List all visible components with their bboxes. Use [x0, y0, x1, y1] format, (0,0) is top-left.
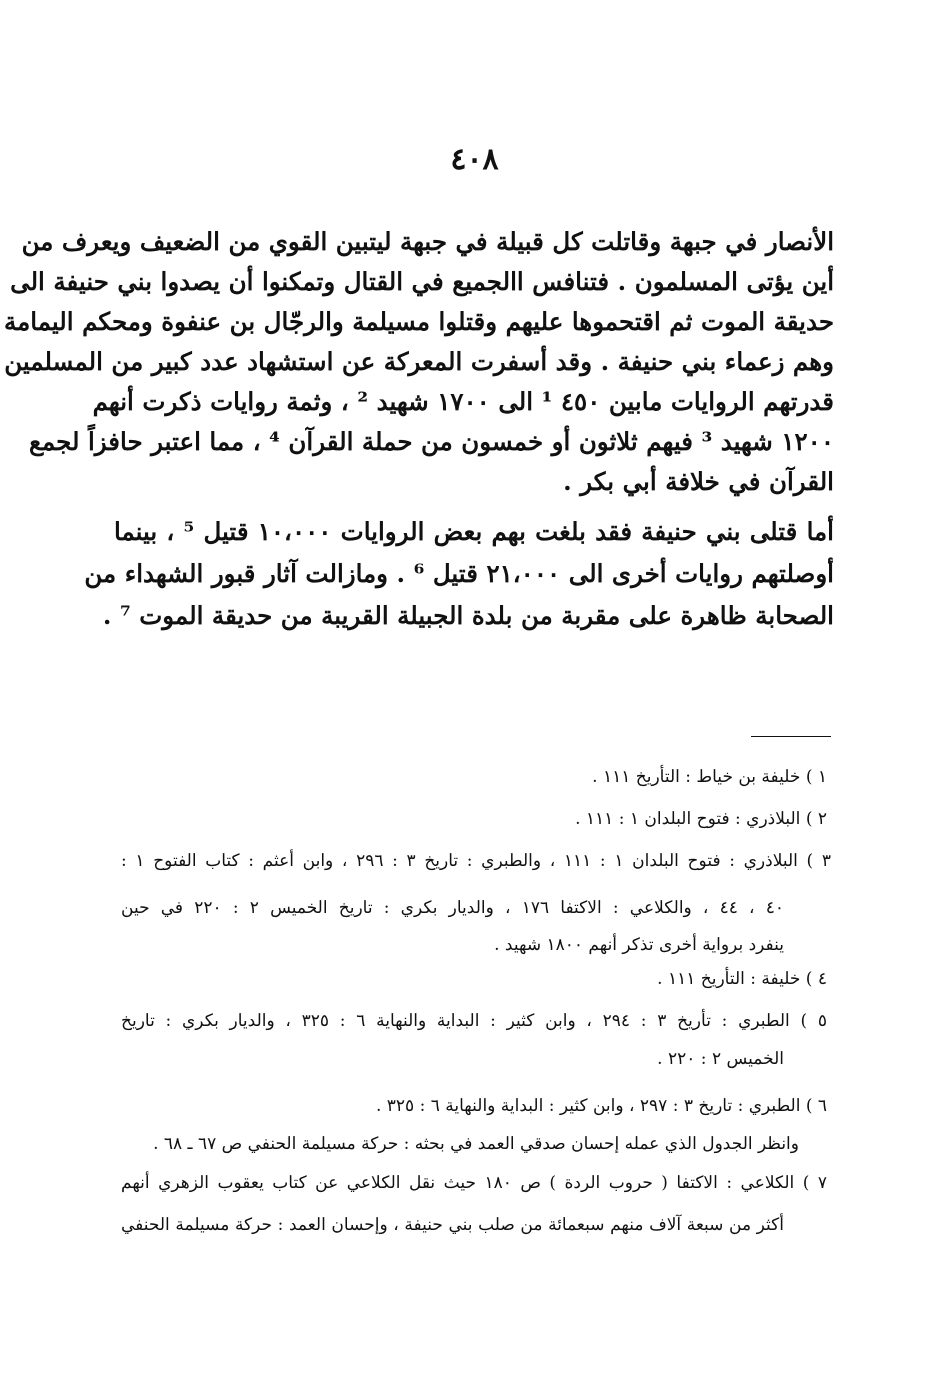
footnote-line: ٥ ) الطبري : تأريخ ٣ : ٢٩٤ ، وابن كثير : البداية والنهاية ٦ : ٣٢٥ ، والديار بكري : تاريخ	[121, 1011, 827, 1031]
footnote-line: ٣ ) البلاذري : فتوح البلدان ١ : ١١١ ، والطبري : تاريخ ٣ : ٢٩٦ ، وابن أعثم : كتاب الفتوح ١ :	[121, 851, 831, 871]
footnote-line: وانظر الجدول الذي عمله إحسان صدقي العمد في بحثه : حركة مسيلمة الحنفي ص ٦٧ ـ ٦٨ .	[153, 1134, 799, 1154]
body-line: القرآن في خلافة أبي بكر .	[563, 467, 834, 496]
footnote-line: ينفرد برواية أخرى تذكر أنهم ١٨٠٠ شهيد .	[494, 935, 784, 955]
body-line: وهم زعماء بني حنيفة . وقد أسفرت المعركة عن استشهاد عدد كبير من المسلمين	[4, 347, 834, 376]
footnote-line: ١ ) خليفة بن خياط : التأريخ ١١١ .	[592, 767, 827, 787]
page-number: ٤٠٨	[450, 142, 499, 177]
footnote-line: ٤ ) خليفة : التأريخ ١١١ .	[657, 969, 827, 989]
footnote-line: ٢ ) البلاذري : فتوح البلدان ١ : ١١١ .	[575, 809, 827, 829]
footnote-line: أكثر من سبعة آلاف منهم سبعمائة من صلب بني حنيفة ، وإحسان العمد : حركة مسيلمة الحنفي	[121, 1215, 784, 1235]
footnote-line: ٧ ) الكلاعي : الاكتفا ( حروب الردة ) ص ١٨٠ حيث نقل الكلاعي عن كتاب يعقوب الزهري أنهم	[121, 1173, 827, 1193]
footnote-line: ٤٠ ، ٤٤ ، والكلاعي : الاكتفا ١٧٦ ، والديار بكري : تاريخ الخميس ٢ : ٢٢٠ في حين	[121, 898, 784, 918]
body-line: قدرتهم الروايات مابين ٤٥٠ ¹ الى ١٧٠٠ شهيد ² ، وثمة روايات ذكرت أنهم	[92, 387, 834, 416]
body-line: الأنصار في جبهة وقاتلت كل قبيلة في جبهة ليتبين القوي من الضعيف ويعرف من	[21, 227, 834, 256]
footnote-line: ٦ ) الطبري : تاريخ ٣ : ٢٩٧ ، وابن كثير : البداية والنهاية ٦ : ٣٢٥ .	[375, 1096, 827, 1116]
body-line: حديقة الموت ثم اقتحموها عليهم وقتلوا مسيلمة والرجّال بن عنفوة ومحكم اليمامة	[4, 307, 834, 336]
footnote-line: الخميس ٢ : ٢٢٠ .	[657, 1049, 784, 1069]
footnote-divider	[751, 736, 831, 737]
body-line: أوصلتهم روايات أخرى الى ٢١،٠٠٠ قتيل ⁶ . ومازالت آثار قبور الشهداء من	[84, 559, 834, 588]
body-line: أين يؤتى المسلمون . فتنافس االجميع في القتال وتمكنوا أن يصدوا بني حنيفة الى	[10, 267, 834, 296]
body-line: ١٢٠٠ شهيد ³ فيهم ثلاثون أو خمسون من حملة القرآن ⁴ ، مما اعتبر حافزاً لجمع	[28, 427, 834, 456]
body-line: الصحابة ظاهرة على مقربة من بلدة الجبيلة القريبة من حديقة الموت ⁷ .	[102, 601, 834, 630]
body-line: أما قتلى بني حنيفة فقد بلغت بهم بعض الروايات ١٠،٠٠٠ قتيل ⁵ ، بينما	[114, 517, 834, 546]
